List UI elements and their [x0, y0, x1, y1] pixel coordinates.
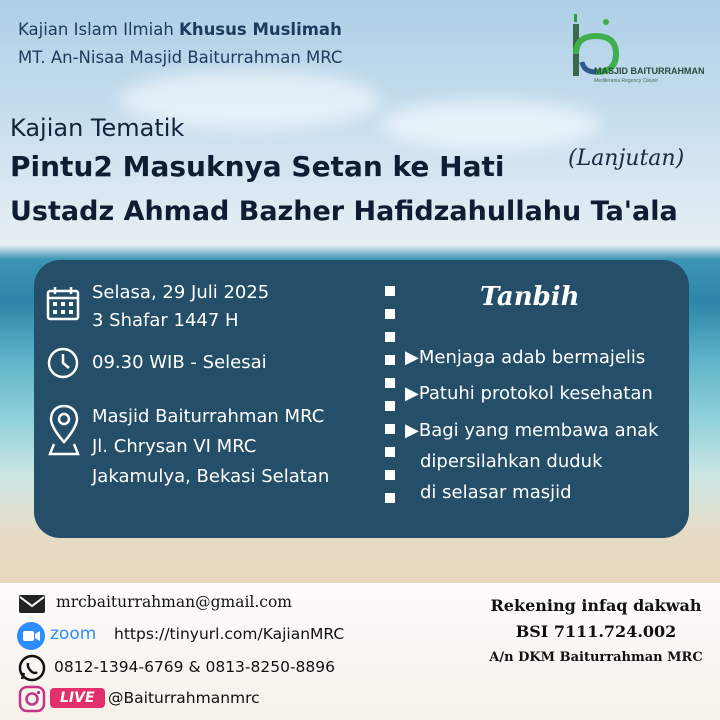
- tanbih-item-2: ▶Patuhi protokol kesehatan: [405, 383, 653, 404]
- calendar-icon: [46, 286, 80, 322]
- tanbih-item-3-line-1: ▶Bagi yang membawa anak: [405, 420, 659, 441]
- header-bold: Khusus Muslimah: [179, 20, 342, 39]
- location-pin-icon: [48, 404, 80, 456]
- whatsapp-icon: [18, 654, 46, 682]
- infaq-account: BSI 7111.724.002: [515, 622, 677, 641]
- header-prefix: Kajian Islam Ilmiah: [18, 20, 180, 39]
- header-line-2: MT. An-Nisaa Masjid Baiturrahman MRC: [18, 48, 343, 67]
- logo-name: MASJID BAITURRAHMAN: [594, 66, 705, 76]
- header-line-1: [18, 20, 342, 39]
- infaq-title: Rekening infaq dakwah: [490, 596, 702, 615]
- dotted-divider: [385, 286, 395, 516]
- zoom-icon: [16, 621, 46, 651]
- place-line-1: Masjid Baiturrahman MRC: [92, 406, 325, 427]
- tanbih-item-3-line-3: di selasar masjid: [420, 482, 572, 503]
- speaker-name: Ustadz Ahmad Bazher Hafidzahullahu Ta'ala: [10, 196, 678, 227]
- logo-tagline: Mediterania Regency Cikunir: [594, 78, 659, 84]
- masjid-logo: [566, 14, 714, 100]
- tanbih-item-3-line-2: dipersilahkan duduk: [420, 451, 603, 472]
- tanbih-heading: Tanbih: [480, 282, 580, 312]
- tanbih-item-1: ▶Menjaga adab bermajelis: [405, 347, 646, 368]
- kajian-label: Kajian Tematik: [10, 114, 185, 142]
- place-line-3: Jakamulya, Bekasi Selatan: [92, 466, 330, 487]
- cloud: [380, 100, 600, 150]
- place-line-2: Jl. Chrysan VI MRC: [92, 436, 257, 457]
- instagram-handle[interactable]: @Baiturrahmanmrc: [108, 689, 260, 707]
- live-badge: LIVE: [50, 688, 105, 708]
- zoom-link[interactable]: https://tinyurl.com/KajianMRC: [114, 625, 345, 643]
- title-note: (Lanjutan): [568, 146, 685, 171]
- event-date: Selasa, 29 Juli 2025: [92, 282, 270, 303]
- zoom-label: zoom: [50, 624, 97, 644]
- infaq-holder: A/n DKM Baiturrahman MRC: [489, 650, 703, 665]
- event-title: Pintu2 Masuknya Setan ke Hati: [10, 150, 505, 183]
- email-address[interactable]: mrcbaiturrahman@gmail.com: [56, 593, 292, 611]
- phone-numbers[interactable]: 0812-1394-6769 & 0813-8250-8896: [54, 658, 335, 676]
- clock-icon: [46, 346, 80, 380]
- event-time: 09.30 WIB - Selesai: [92, 352, 267, 373]
- instagram-icon: [18, 685, 46, 713]
- mail-icon: [18, 594, 46, 614]
- event-hijri-date: 3 Shafar 1447 H: [92, 310, 239, 331]
